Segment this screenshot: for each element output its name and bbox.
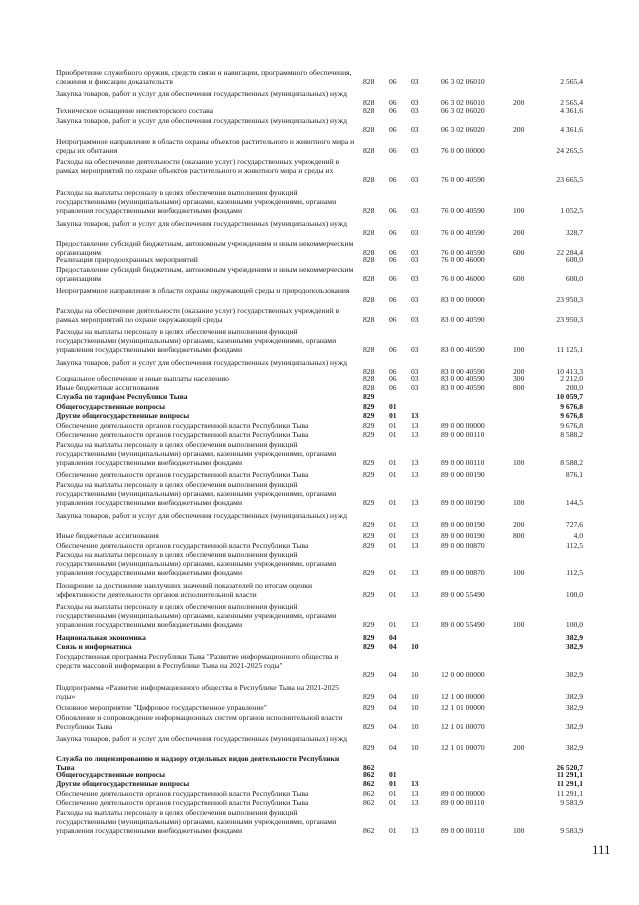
row-rz: 06 xyxy=(389,228,397,237)
row-pr: 03 xyxy=(411,206,419,215)
row-name: Обновление и сопровождение информационных систем органов исполнительной власти Республики Тыва xyxy=(56,713,343,731)
row-pr: 03 xyxy=(411,383,419,392)
row-rz: 06 xyxy=(389,98,397,107)
row-sum: 382,9 xyxy=(565,743,583,752)
row-grz: 829 xyxy=(363,670,375,679)
row-pr: 03 xyxy=(411,228,419,237)
row-rz: 06 xyxy=(389,175,397,184)
row-sum: 876,1 xyxy=(565,470,583,479)
row-pr: 13 xyxy=(411,789,419,798)
row-rz: 06 xyxy=(389,295,397,304)
row-name: Закупка товаров, работ и услуг для обеспечения государственных (муниципальных) нужд xyxy=(56,511,347,520)
row-rz: 01 xyxy=(389,430,397,439)
row-csr: 89 0 00 55490 xyxy=(441,620,485,629)
row-rz: 04 xyxy=(389,670,397,679)
row-name: Расходы на выплаты персоналу в целях обеспечения выполнения функций государственными (муниципальными) органами, казенными учреждениями, органами управления государственными внебюджетными фондами xyxy=(56,440,337,467)
row-name: Закупка товаров, работ и услуг для обеспечения государственных (муниципальных) нужд xyxy=(56,358,347,367)
row-sum: 382,9 xyxy=(565,703,583,712)
row-name: Закупка товаров, работ и услуг для обеспечения государственных (муниципальных) нужд xyxy=(56,219,347,228)
row-pr: 13 xyxy=(411,498,419,507)
row-grz: 829 xyxy=(363,498,375,507)
row-rz: 04 xyxy=(389,692,397,701)
row-name: Техническое оснащение инспекторского состава xyxy=(56,106,213,115)
row-sum: 4 361,6 xyxy=(560,106,583,115)
row-sum: 200,0 xyxy=(565,383,583,392)
row-rz: 04 xyxy=(389,743,397,752)
row-grz: 828 xyxy=(363,367,375,376)
row-grz: 828 xyxy=(363,345,375,354)
row-sum: 727,6 xyxy=(565,520,583,529)
row-grz: 828 xyxy=(363,98,375,107)
row-name: Обеспечение деятельности органов государственной власти Республики Тыва xyxy=(56,789,309,798)
row-name: Расходы на выплаты персоналу в целях обеспечения выполнения функций государственными (муниципальными) органами, казенными учреждениями, органами управления государственными внебюджетными фондами xyxy=(56,602,337,629)
row-vr: 300 xyxy=(513,374,525,383)
row-csr: 83 0 00 40590 xyxy=(441,374,485,383)
row-grz: 828 xyxy=(363,146,375,155)
row-name: Другие общегосударственные вопросы xyxy=(56,779,190,788)
row-pr: 10 xyxy=(411,722,419,731)
row-name: Расходы на обеспечение деятельности (оказание услуг) государственных учреждений в рамках мероприятий по охране объектов растительного и животного мира и среды их xyxy=(56,157,340,175)
row-grz: 862 xyxy=(363,798,375,807)
row-csr: 12 1 01 00070 xyxy=(441,743,485,752)
row-sum: 9 676,8 xyxy=(560,421,583,430)
row-sum: 100,0 xyxy=(565,590,583,599)
row-pr: 13 xyxy=(411,620,419,629)
row-csr: 06 3 02 06010 xyxy=(441,98,485,107)
row-rz: 01 xyxy=(389,789,397,798)
row-pr: 13 xyxy=(411,458,419,467)
row-rz: 06 xyxy=(389,146,397,155)
row-grz: 828 xyxy=(363,383,375,392)
row-rz: 06 xyxy=(389,77,397,86)
row-sum: 24 265,5 xyxy=(556,146,583,155)
row-name: Основное мероприятие "Цифровое государственное управление" xyxy=(56,703,267,712)
row-grz: 828 xyxy=(363,228,375,237)
row-csr: 89 0 00 00110 xyxy=(441,458,485,467)
row-grz: 829 xyxy=(363,541,375,550)
row-sum: 23 950,3 xyxy=(556,295,583,304)
row-name: Национальная экономика xyxy=(56,633,146,642)
row-name: Поощрение за достижение наилучших значений показателей по итогам оценки эффективности деятельности органов исполнительной власти xyxy=(56,581,313,599)
row-grz: 828 xyxy=(363,274,375,283)
row-pr: 03 xyxy=(411,374,419,383)
row-name: Реализация природоохранных мероприятий xyxy=(56,255,198,264)
row-rz: 04 xyxy=(389,722,397,731)
row-rz: 01 xyxy=(389,826,397,835)
row-vr: 200 xyxy=(513,98,525,107)
row-vr: 100 xyxy=(513,458,525,467)
row-csr: 89 0 00 00190 xyxy=(441,531,485,540)
row-rz: 06 xyxy=(389,383,397,392)
row-sum: 382,9 xyxy=(565,722,583,731)
row-pr: 13 xyxy=(411,826,419,835)
row-sum: 22 284,4 xyxy=(556,248,583,257)
row-vr: 200 xyxy=(513,125,525,134)
row-grz: 862 xyxy=(363,763,375,772)
row-name: Расходы на выплаты персоналу в целях обеспечения выполнения функций государственными (муниципальными) органами, казенными учреждениями, органами управления государственными внебюджетными фондами xyxy=(56,327,337,354)
row-pr: 13 xyxy=(411,798,419,807)
row-csr: 83 0 00 40590 xyxy=(441,383,485,392)
row-csr: 89 0 00 00110 xyxy=(441,798,485,807)
row-name: Приобретение служебного оружия, средств связи и навигации, программного обеспечения, слежения и фиксации доказательств xyxy=(56,68,352,86)
row-name: Непрограммное направление в области охраны объектов растительного и животного мира и среды их обитания xyxy=(56,137,355,155)
row-grz: 829 xyxy=(363,620,375,629)
row-grz: 829 xyxy=(363,703,375,712)
row-rz: 04 xyxy=(389,633,397,642)
row-pr: 13 xyxy=(411,430,419,439)
row-grz: 828 xyxy=(363,77,375,86)
row-csr: 06 3 02 06010 xyxy=(441,77,485,86)
row-grz: 862 xyxy=(363,789,375,798)
row-csr: 06 3 02 06020 xyxy=(441,125,485,134)
row-pr: 03 xyxy=(411,98,419,107)
row-rz: 06 xyxy=(389,125,397,134)
row-pr: 13 xyxy=(411,541,419,550)
row-pr: 13 xyxy=(411,411,419,420)
row-pr: 03 xyxy=(411,295,419,304)
row-csr: 12 0 00 00000 xyxy=(441,670,485,679)
row-name: Расходы на выплаты персоналу в целях обеспечения выполнения функций государственными (муниципальными) органами, казенными учреждениями, органами управления государственными внебюджетными фондами xyxy=(56,480,337,507)
row-rz: 06 xyxy=(389,367,397,376)
row-sum: 10 413,3 xyxy=(556,367,583,376)
row-csr: 76 0 00 46000 xyxy=(441,255,485,264)
row-rz: 06 xyxy=(389,315,397,324)
row-grz: 828 xyxy=(363,295,375,304)
row-csr: 12 1 01 00070 xyxy=(441,722,485,731)
row-grz: 829 xyxy=(363,633,375,642)
row-vr: 100 xyxy=(513,568,525,577)
row-pr: 03 xyxy=(411,367,419,376)
row-pr: 03 xyxy=(411,248,419,257)
row-sum: 112,5 xyxy=(566,568,583,577)
row-csr: 89 0 00 55490 xyxy=(441,590,485,599)
row-grz: 829 xyxy=(363,520,375,529)
row-grz: 828 xyxy=(363,374,375,383)
row-name: Обеспечение деятельности органов государственной власти Республики Тыва xyxy=(56,430,309,439)
row-rz: 01 xyxy=(389,770,397,779)
row-grz: 828 xyxy=(363,106,375,115)
row-pr: 10 xyxy=(411,703,419,712)
row-pr: 03 xyxy=(411,125,419,134)
row-csr: 12 1 01 00000 xyxy=(441,703,485,712)
row-rz: 01 xyxy=(389,458,397,467)
row-name: Расходы на выплаты персоналу в целях обеспечения выполнения функций государственными (муниципальными) органами, казенными учреждениями, органами управления государственными внебюджетными фондами xyxy=(56,550,337,577)
row-vr: 800 xyxy=(513,383,525,392)
row-sum: 4 361,6 xyxy=(560,125,583,134)
row-grz: 828 xyxy=(363,206,375,215)
row-pr: 03 xyxy=(411,146,419,155)
row-pr: 03 xyxy=(411,315,419,324)
row-vr: 800 xyxy=(513,531,525,540)
row-grz: 829 xyxy=(363,421,375,430)
row-rz: 01 xyxy=(389,411,397,420)
row-pr: 10 xyxy=(411,743,419,752)
row-rz: 06 xyxy=(389,274,397,283)
row-csr: 89 0 00 00870 xyxy=(441,568,485,577)
row-rz: 01 xyxy=(389,541,397,550)
row-pr: 13 xyxy=(411,568,419,577)
row-rz: 06 xyxy=(389,106,397,115)
row-name: Обеспечение деятельности органов государственной власти Республики Тыва xyxy=(56,541,309,550)
row-pr: 03 xyxy=(411,255,419,264)
row-name: Обеспечение деятельности органов государственной власти Республики Тыва xyxy=(56,798,309,807)
row-sum: 11 291,1 xyxy=(556,779,583,788)
row-rz: 01 xyxy=(389,421,397,430)
row-sum: 1 052,5 xyxy=(560,206,583,215)
row-grz: 828 xyxy=(363,248,375,257)
row-csr: 83 0 00 40590 xyxy=(441,345,485,354)
row-sum: 112,5 xyxy=(566,541,583,550)
row-csr: 76 0 00 40590 xyxy=(441,248,485,257)
row-vr: 100 xyxy=(513,498,525,507)
row-name: Иные бюджетные ассигнования xyxy=(56,531,159,540)
row-csr: 89 0 00 00870 xyxy=(441,541,485,550)
row-pr: 10 xyxy=(411,670,419,679)
row-sum: 23 665,5 xyxy=(556,175,583,184)
row-sum: 9 676,8 xyxy=(560,411,583,420)
row-pr: 13 xyxy=(411,531,419,540)
row-csr: 76 0 00 40590 xyxy=(441,228,485,237)
row-sum: 11 291,1 xyxy=(556,789,583,798)
row-vr: 600 xyxy=(513,248,525,257)
row-rz: 04 xyxy=(389,642,397,651)
row-name: Закупка товаров, работ и услуг для обеспечения государственных (муниципальных) нужд xyxy=(56,116,347,125)
row-pr: 03 xyxy=(411,345,419,354)
row-grz: 829 xyxy=(363,568,375,577)
row-rz: 01 xyxy=(389,620,397,629)
row-pr: 13 xyxy=(411,421,419,430)
row-sum: 382,9 xyxy=(565,642,583,651)
row-rz: 01 xyxy=(389,520,397,529)
row-csr: 89 0 00 00110 xyxy=(441,826,485,835)
row-name: Закупка товаров, работ и услуг для обеспечения государственных (муниципальных) нужд xyxy=(56,734,347,743)
row-sum: 9 583,9 xyxy=(560,798,583,807)
row-vr: 200 xyxy=(513,520,525,529)
row-rz: 01 xyxy=(389,402,397,411)
row-csr: 12 1 00 00000 xyxy=(441,692,485,701)
row-rz: 06 xyxy=(389,248,397,257)
row-sum: 11 125,1 xyxy=(556,345,583,354)
row-csr: 89 0 00 00000 xyxy=(441,789,485,798)
row-csr: 83 0 00 40590 xyxy=(441,315,485,324)
row-csr: 89 0 00 00190 xyxy=(441,498,485,507)
row-name: Общегосударственные вопросы xyxy=(56,402,166,411)
row-csr: 83 0 00 00000 xyxy=(441,295,485,304)
row-grz: 829 xyxy=(363,392,375,401)
row-sum: 9 583,9 xyxy=(560,826,583,835)
row-vr: 100 xyxy=(513,620,525,629)
row-rz: 01 xyxy=(389,590,397,599)
row-name: Общегосударственные вопросы xyxy=(56,770,166,779)
row-rz: 06 xyxy=(389,255,397,264)
row-name: Подпрограмма «Развитие информационного общества в Республике Тыва на 2021-2025 годы» xyxy=(56,683,339,701)
row-rz: 01 xyxy=(389,498,397,507)
row-pr: 10 xyxy=(411,692,419,701)
row-sum: 100,0 xyxy=(565,620,583,629)
row-pr: 13 xyxy=(411,590,419,599)
row-grz: 829 xyxy=(363,470,375,479)
row-sum: 8 588,2 xyxy=(560,430,583,439)
row-sum: 144,5 xyxy=(565,498,583,507)
row-name: Государственная программа Республики Тыва "Развитие информационного общества и средств массовой информации в Республике Тыва на 2021-2025 годы" xyxy=(56,652,339,670)
row-sum: 11 291,1 xyxy=(556,770,583,779)
row-sum: 382,9 xyxy=(565,633,583,642)
row-csr: 89 0 00 00190 xyxy=(441,470,485,479)
row-name: Обеспечение деятельности органов государственной власти Республики Тыва xyxy=(56,421,309,430)
row-grz: 829 xyxy=(363,692,375,701)
row-sum: 23 950,3 xyxy=(556,315,583,324)
row-name: Непрограммное направление в области охраны окружающей среды и природопользования xyxy=(56,286,350,295)
row-sum: 26 520,7 xyxy=(556,763,583,772)
row-sum: 2 565,4 xyxy=(560,98,583,107)
row-rz: 04 xyxy=(389,703,397,712)
row-name: Обеспечение деятельности органов государственной власти Республики Тыва xyxy=(56,470,309,479)
row-grz: 829 xyxy=(363,411,375,420)
row-vr: 200 xyxy=(513,743,525,752)
row-grz: 828 xyxy=(363,125,375,134)
row-sum: 2 212,0 xyxy=(560,374,583,383)
row-vr: 200 xyxy=(513,367,525,376)
row-pr: 03 xyxy=(411,274,419,283)
row-grz: 829 xyxy=(363,430,375,439)
row-sum: 382,9 xyxy=(565,670,583,679)
row-grz: 828 xyxy=(363,255,375,264)
row-csr: 89 0 00 00190 xyxy=(441,520,485,529)
row-csr: 76 0 00 46000 xyxy=(441,274,485,283)
row-name: Предоставление субсидий бюджетным, автономным учреждениям и иным некоммерческим организациям xyxy=(56,265,354,283)
row-pr: 10 xyxy=(411,642,419,651)
row-grz: 829 xyxy=(363,722,375,731)
row-vr: 600 xyxy=(513,274,525,283)
row-name: Расходы на выплаты персоналу в целях обеспечения выполнения функций государственными (муниципальными) органами, казенными учреждениями, органами управления государственными внебюджетными фондами xyxy=(56,808,337,835)
row-rz: 01 xyxy=(389,779,397,788)
row-grz: 829 xyxy=(363,402,375,411)
row-rz: 01 xyxy=(389,798,397,807)
row-pr: 03 xyxy=(411,77,419,86)
row-grz: 829 xyxy=(363,458,375,467)
row-grz: 828 xyxy=(363,315,375,324)
row-vr: 200 xyxy=(513,228,525,237)
row-sum: 2 565,4 xyxy=(560,77,583,86)
row-sum: 600,0 xyxy=(565,255,583,264)
row-vr: 100 xyxy=(513,826,525,835)
row-vr: 100 xyxy=(513,345,525,354)
row-sum: 8 588,2 xyxy=(560,458,583,467)
row-grz: 862 xyxy=(363,779,375,788)
row-rz: 01 xyxy=(389,531,397,540)
row-grz: 829 xyxy=(363,590,375,599)
row-name: Расходы на обеспечение деятельности (оказание услуг) государственных учреждений в рамках мероприятий по охране окружающей среды xyxy=(56,306,340,324)
row-name: Социальное обеспечение и иные выплаты населению xyxy=(56,374,229,383)
row-rz: 01 xyxy=(389,568,397,577)
row-name: Предоставление субсидий бюджетным, автономным учреждениям и иным некоммерческим организациям xyxy=(56,239,354,257)
row-csr: 06 3 02 06020 xyxy=(441,106,485,115)
row-name: Служба по тарифам Республики Тыва xyxy=(56,392,188,401)
row-vr: 100 xyxy=(513,206,525,215)
row-grz: 829 xyxy=(363,642,375,651)
row-csr: 76 0 00 40590 xyxy=(441,175,485,184)
row-csr: 76 0 00 00000 xyxy=(441,146,485,155)
row-grz: 828 xyxy=(363,175,375,184)
row-sum: 4,0 xyxy=(573,531,583,540)
row-grz: 829 xyxy=(363,531,375,540)
row-name: Другие общегосударственные вопросы xyxy=(56,411,190,420)
row-name: Связь и информатика xyxy=(56,642,132,651)
row-rz: 06 xyxy=(389,345,397,354)
row-sum: 382,9 xyxy=(565,692,583,701)
row-pr: 13 xyxy=(411,779,419,788)
row-csr: 89 0 00 00000 xyxy=(441,421,485,430)
row-pr: 03 xyxy=(411,175,419,184)
page-number: 111 xyxy=(592,842,611,857)
row-grz: 862 xyxy=(363,770,375,779)
row-rz: 06 xyxy=(389,374,397,383)
row-grz: 829 xyxy=(363,743,375,752)
row-pr: 13 xyxy=(411,520,419,529)
row-sum: 600,0 xyxy=(565,274,583,283)
row-name: Расходы на выплаты персоналу в целях обеспечения выполнения функций государственными (муниципальными) органами, казенными учреждениями, органами управления государственными внебюджетными фондами xyxy=(56,188,337,215)
row-csr: 89 0 00 00110 xyxy=(441,430,485,439)
row-pr: 13 xyxy=(411,470,419,479)
row-name: Служба по лицензированию и надзору отдельных видов деятельности Республики Тыва xyxy=(56,754,340,772)
row-grz: 862 xyxy=(363,826,375,835)
row-csr: 83 0 00 40590 xyxy=(441,367,485,376)
row-sum: 9 676,8 xyxy=(560,402,583,411)
row-sum: 328,7 xyxy=(565,228,583,237)
row-rz: 01 xyxy=(389,470,397,479)
row-name: Закупка товаров, работ и услуг для обеспечения государственных (муниципальных) нужд xyxy=(56,89,347,98)
row-pr: 03 xyxy=(411,106,419,115)
row-csr: 76 0 00 40590 xyxy=(441,206,485,215)
row-sum: 10 059,7 xyxy=(556,392,583,401)
row-rz: 06 xyxy=(389,206,397,215)
row-name: Иные бюджетные ассигнования xyxy=(56,383,159,392)
